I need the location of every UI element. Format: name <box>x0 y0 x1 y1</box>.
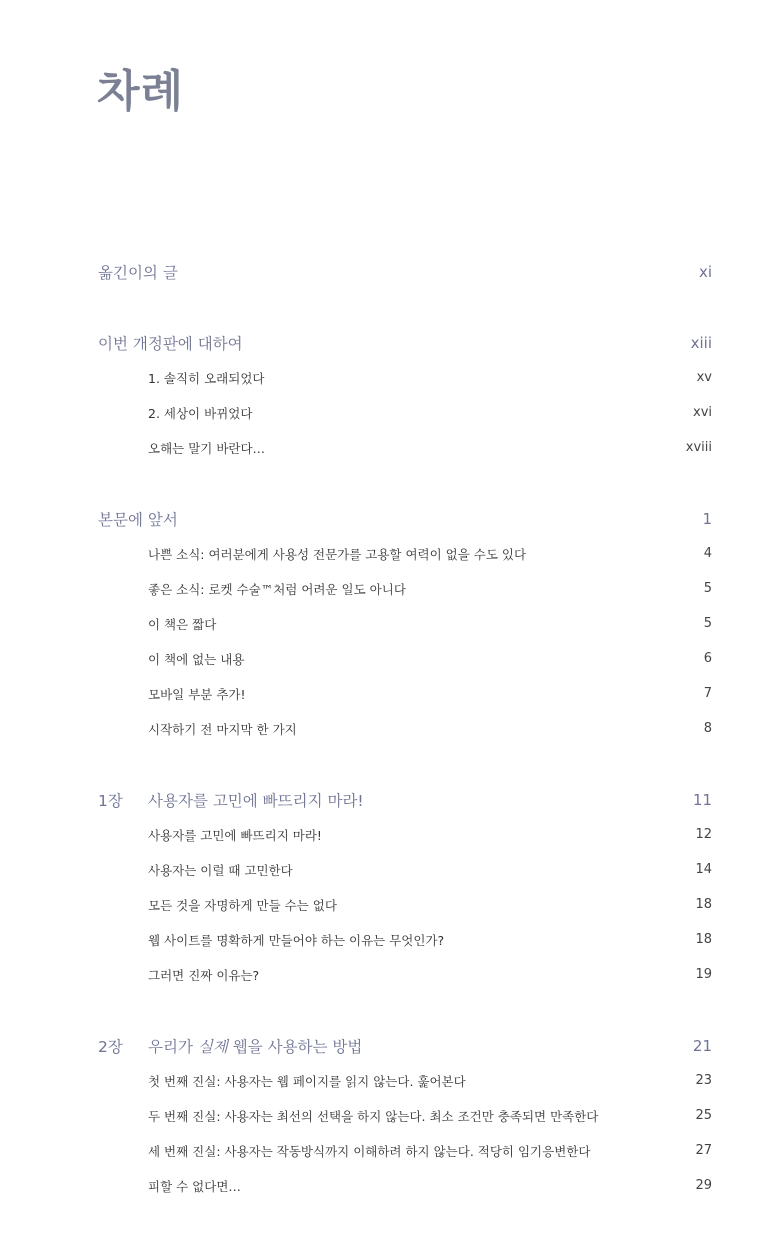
chapter-number: 2장 <box>98 1037 123 1056</box>
entry-title: 오해는 말기 바란다… <box>148 440 266 456</box>
toc-heading[interactable] <box>98 325 712 360</box>
toc-chapter-heading[interactable] <box>98 1028 712 1063</box>
toc-entry[interactable] <box>98 711 712 746</box>
heading-title-emphasis: 실제 <box>197 1037 228 1056</box>
entry-title: 세 번째 진실: 사용자는 작동방식까지 이해하려 하지 않는다. 적당히 임기응변한다 <box>148 1143 591 1159</box>
entry-title: 이 책은 짧다 <box>148 616 217 632</box>
entry-title: 첫 번째 진실: 사용자는 웹 페이지를 읽지 않는다. 훑어본다 <box>148 1073 466 1089</box>
toc-heading[interactable] <box>98 254 712 289</box>
page-number: 29 <box>695 1178 712 1193</box>
entry-title: 2. 세상이 바뀌었다 <box>148 405 253 421</box>
page-number: xi <box>698 262 712 281</box>
entry-title: 사용자는 이럴 때 고민한다 <box>148 862 293 878</box>
entry-title: 모바일 부분 추가! <box>148 686 246 702</box>
page-number: xv <box>696 370 712 385</box>
page-number: 23 <box>695 1073 712 1088</box>
toc-entry[interactable] <box>98 1098 712 1133</box>
toc-entry[interactable] <box>98 852 712 887</box>
toc-section <box>98 782 712 992</box>
heading-title-part: 웹을 사용하는 방법 <box>227 1037 363 1056</box>
heading-title: 사용자를 고민에 빠뜨리지 마라! <box>148 791 364 810</box>
page-number: 1 <box>702 509 712 528</box>
entry-title: 두 번째 진실: 사용자는 최선의 선택을 하지 않는다. 최소 조건만 충족되면 만족한다 <box>148 1108 599 1124</box>
page-number: 5 <box>703 581 712 596</box>
toc-entry[interactable] <box>98 1133 712 1168</box>
entry-title: 나쁜 소식: 여러분에게 사용성 전문가를 고용할 여력이 없을 수도 있다 <box>148 546 527 562</box>
entry-title: 1. 솔직히 오래되었다 <box>148 370 265 386</box>
toc-entry[interactable] <box>98 641 712 676</box>
page-number: 21 <box>692 1036 712 1055</box>
toc-entry[interactable] <box>98 1063 712 1098</box>
chapter-number: 1장 <box>98 791 123 810</box>
toc-entry[interactable] <box>98 536 712 571</box>
page-number: 27 <box>695 1143 712 1158</box>
entry-title: 좋은 소식: 로켓 수술™처럼 어려운 일도 아니다 <box>148 581 406 597</box>
page-number: 11 <box>692 790 712 809</box>
page-number: 18 <box>695 932 712 947</box>
page-number: 18 <box>695 897 712 912</box>
heading-title-part: 우리가 <box>148 1037 198 1056</box>
page-number: 5 <box>703 616 712 631</box>
entry-title: 그러면 진짜 이유는? <box>148 967 260 983</box>
page-number: xviii <box>685 440 712 455</box>
heading-title: 옮긴이의 글 <box>98 263 178 282</box>
toc-section <box>98 501 712 746</box>
page-number: 6 <box>703 651 712 666</box>
page-number: 8 <box>703 721 712 736</box>
toc-entry[interactable] <box>98 430 712 465</box>
toc-entry[interactable] <box>98 360 712 395</box>
entry-title: 이 책에 없는 내용 <box>148 651 245 667</box>
toc-section <box>98 1028 712 1203</box>
page-number: 14 <box>695 862 712 877</box>
page-number: 19 <box>695 967 712 982</box>
entry-title: 웹 사이트를 명확하게 만들어야 하는 이유는 무엇인가? <box>148 932 445 948</box>
entry-title: 피할 수 없다면… <box>148 1178 241 1194</box>
entry-title: 사용자를 고민에 빠뜨리지 마라! <box>148 827 322 843</box>
table-of-contents <box>98 254 712 1239</box>
toc-section <box>98 254 712 289</box>
entry-title: 시작하기 전 마지막 한 가지 <box>148 721 297 737</box>
page-number: xvi <box>693 405 712 420</box>
page-title: 차례 <box>97 66 185 117</box>
heading-title <box>148 1038 362 1056</box>
heading-title: 본문에 앞서 <box>98 510 178 529</box>
toc-entry[interactable] <box>98 1168 712 1203</box>
page-number: 12 <box>695 827 712 842</box>
toc-entry[interactable] <box>98 395 712 430</box>
page-number: 4 <box>703 546 712 561</box>
toc-entry[interactable] <box>98 957 712 992</box>
heading-title: 이번 개정판에 대하여 <box>98 334 243 353</box>
toc-entry[interactable] <box>98 887 712 922</box>
toc-entry[interactable] <box>98 606 712 641</box>
toc-entry[interactable] <box>98 676 712 711</box>
page-number: 25 <box>695 1108 712 1123</box>
toc-section <box>98 325 712 465</box>
entry-title: 모든 것을 자명하게 만들 수는 없다 <box>148 897 337 913</box>
toc-entry[interactable] <box>98 922 712 957</box>
toc-chapter-heading[interactable] <box>98 782 712 817</box>
toc-entry[interactable] <box>98 817 712 852</box>
page-number: 7 <box>703 686 712 701</box>
toc-entry[interactable] <box>98 571 712 606</box>
toc-heading[interactable] <box>98 501 712 536</box>
page-number: xiii <box>690 333 712 352</box>
